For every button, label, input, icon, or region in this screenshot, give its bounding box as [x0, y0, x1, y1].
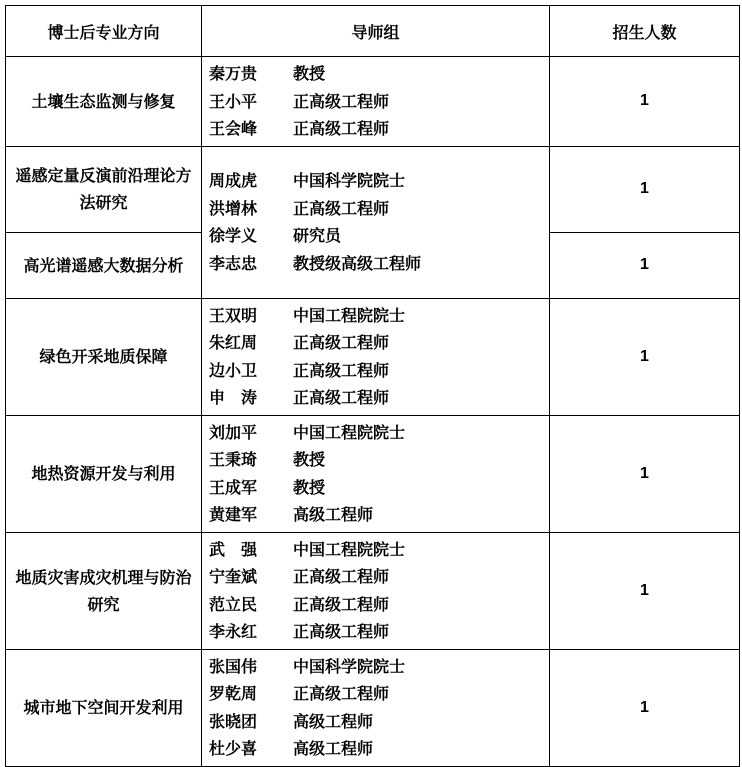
mentor-entry [209, 250, 549, 278]
mentor-name: 朱红周 [209, 333, 258, 352]
mentor-title: 研究员 [293, 226, 342, 245]
mentor-entry [209, 384, 549, 412]
table-row [6, 415, 740, 532]
mentor-entry [209, 708, 549, 736]
mentor-title: 中国科学院院士 [293, 171, 406, 190]
direction-cell: 土壤生态监测与修复 [6, 57, 202, 147]
header-mentors: 导师组 [202, 6, 550, 57]
mentor-group-cell [202, 649, 550, 766]
mentor-entry [209, 446, 549, 474]
mentor-entry [209, 88, 549, 116]
mentor-name: 杜少喜 [209, 739, 258, 758]
mentor-entry [209, 115, 549, 143]
mentor-entry [209, 60, 549, 88]
mentor-name: 张晓团 [209, 711, 258, 731]
mentor-entry [209, 536, 549, 564]
mentor-name: 王双明 [209, 305, 258, 325]
direction-cell: 城市地下空间开发利用 [6, 649, 202, 766]
mentor-name: 武 强 [209, 539, 258, 559]
quota-cell: 1 [550, 532, 740, 649]
mentor-entry [209, 680, 549, 708]
mentor-name: 张国伟 [209, 656, 258, 676]
header-direction: 博士后专业方向 [6, 6, 202, 57]
mentor-name: 徐学义 [209, 226, 258, 245]
mentor-title: 正高级工程师 [293, 594, 390, 614]
direction-cell: 遥感定量反演前沿理论方法研究 [6, 146, 202, 232]
mentor-name: 申 涛 [209, 388, 258, 407]
recruitment-table [5, 5, 740, 767]
mentor-title: 教授 [293, 477, 326, 497]
mentor-title: 正高级工程师 [293, 622, 390, 641]
mentor-title: 教授 [293, 450, 326, 469]
mentor-name: 黄建军 [209, 505, 258, 524]
mentor-entry [209, 357, 549, 385]
mentor-entry [209, 501, 549, 529]
table-row [6, 298, 740, 415]
mentor-title: 教授级高级工程师 [293, 253, 422, 273]
mentor-entry [209, 167, 549, 195]
header-row [6, 6, 740, 57]
table-row [6, 532, 740, 649]
mentor-name: 李志忠 [209, 253, 258, 273]
mentor-title: 高级工程师 [293, 711, 374, 731]
mentor-group-cell [202, 298, 550, 415]
mentor-name: 周成虎 [209, 171, 258, 190]
mentor-title: 正高级工程师 [293, 684, 390, 703]
mentor-name: 秦万贵 [209, 64, 258, 83]
mentor-entry [209, 735, 549, 763]
mentor-entry [209, 195, 549, 223]
quota-cell: 1 [550, 415, 740, 532]
mentor-entry [209, 563, 549, 591]
mentor-name: 王会峰 [209, 119, 258, 138]
mentor-name: 范立民 [209, 594, 258, 614]
mentor-name: 宁奎斌 [209, 567, 258, 586]
direction-cell: 地热资源开发与利用 [6, 415, 202, 532]
table-row [6, 649, 740, 766]
mentor-title: 中国工程院院士 [293, 305, 406, 325]
table-row [6, 146, 740, 232]
mentor-title: 正高级工程师 [293, 119, 390, 138]
mentor-title: 中国科学院院士 [293, 656, 406, 676]
quota-cell: 1 [550, 57, 740, 147]
mentor-title: 正高级工程师 [293, 567, 390, 586]
mentor-name: 刘加平 [209, 422, 258, 442]
mentor-name: 王成军 [209, 477, 258, 497]
mentor-title: 高级工程师 [293, 505, 374, 524]
mentor-group-cell [202, 415, 550, 532]
mentor-group-cell [202, 532, 550, 649]
mentor-title: 正高级工程师 [293, 388, 390, 407]
mentor-entry [209, 419, 549, 447]
mentor-entry [209, 222, 549, 250]
mentor-entry [209, 329, 549, 357]
mentor-title: 正高级工程师 [293, 333, 390, 352]
mentor-name: 边小卫 [209, 360, 258, 380]
mentor-entry [209, 474, 549, 502]
direction-cell: 绿色开采地质保障 [6, 298, 202, 415]
mentor-group-cell [202, 57, 550, 147]
mentor-group-cell [202, 146, 550, 298]
mentor-entry [209, 653, 549, 681]
direction-cell: 高光谱遥感大数据分析 [6, 232, 202, 298]
mentor-entry [209, 618, 549, 646]
header-quota: 招生人数 [550, 6, 740, 57]
mentor-name: 李永红 [209, 622, 258, 641]
mentor-title: 高级工程师 [293, 739, 374, 758]
table-row [6, 57, 740, 147]
mentor-title: 中国工程院院士 [293, 422, 406, 442]
mentor-title: 正高级工程师 [293, 198, 390, 218]
quota-cell: 1 [550, 649, 740, 766]
mentor-title: 教授 [293, 64, 326, 83]
mentor-title: 正高级工程师 [293, 91, 390, 111]
mentor-name: 罗乾周 [209, 684, 258, 703]
mentor-name: 洪增林 [209, 198, 258, 218]
mentor-title: 正高级工程师 [293, 360, 390, 380]
quota-cell: 1 [550, 146, 740, 232]
direction-cell: 地质灾害成灾机理与防治研究 [6, 532, 202, 649]
mentor-entry [209, 302, 549, 330]
mentor-title: 中国工程院院士 [293, 539, 406, 559]
mentor-name: 王小平 [209, 91, 258, 111]
mentor-name: 王秉琦 [209, 450, 258, 469]
quota-cell: 1 [550, 298, 740, 415]
mentor-entry [209, 591, 549, 619]
quota-cell: 1 [550, 232, 740, 298]
